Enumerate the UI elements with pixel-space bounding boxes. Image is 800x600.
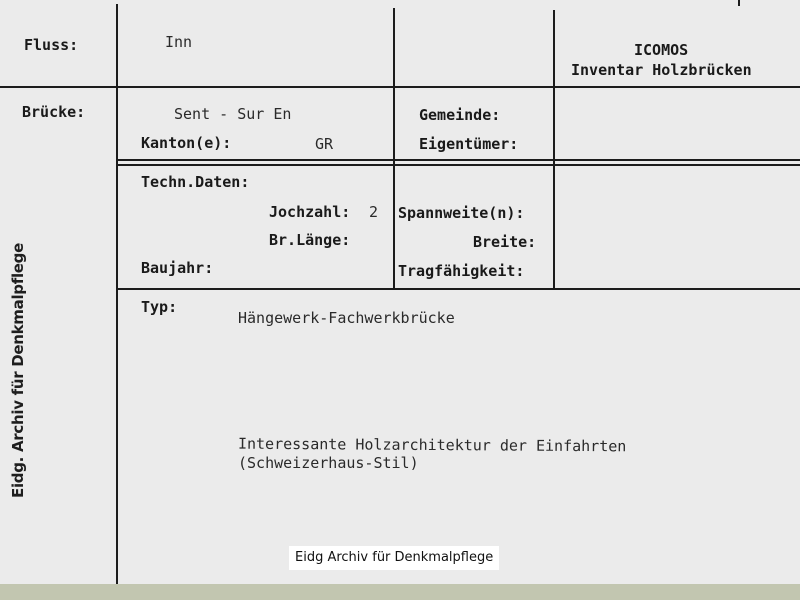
techn-daten-heading: Techn.Daten:	[141, 173, 250, 191]
org-name: ICOMOS	[634, 41, 689, 59]
jochzahl-value: 2	[369, 203, 379, 221]
spannweite-label: Spannweite(n):	[398, 204, 525, 222]
jochzahl-label: Jochzahl:	[269, 203, 351, 221]
inventory-title: Inventar Holzbrücken	[571, 61, 752, 79]
kanton-value: GR	[315, 135, 334, 153]
fluss-value: Inn	[165, 33, 193, 51]
laenge-label: Br.Länge:	[269, 231, 351, 249]
bridge-name: Sent - Sur En	[174, 105, 292, 123]
archive-stamp: Eidg. Archiv für Denkmalpflege	[9, 243, 27, 498]
type-note-line-2: (Schweizerhaus-Stil)	[238, 454, 419, 472]
kanton-label: Kanton(e):	[141, 134, 232, 152]
horizontal-rule-double-b	[116, 164, 800, 166]
typ-value: Hängewerk-Fachwerkbrücke	[238, 309, 455, 327]
corner-tick-mark	[738, 0, 740, 6]
vertical-rule-left	[116, 4, 118, 584]
typ-label: Typ:	[141, 298, 178, 316]
eigentuemer-label: Eigentümer:	[419, 135, 519, 153]
tragfaehigkeit-label: Tragfähigkeit:	[398, 262, 525, 280]
gemeinde-label: Gemeinde:	[419, 106, 501, 124]
image-caption: Eidg Archiv für Denkmalpflege	[289, 546, 499, 570]
horizontal-rule-double-a	[116, 159, 800, 161]
vertical-rule-middle	[393, 8, 395, 290]
background-strip	[0, 584, 800, 600]
fluss-label: Fluss:	[24, 36, 79, 54]
breite-label: Breite:	[473, 233, 537, 251]
vertical-rule-right	[553, 10, 555, 290]
baujahr-label: Baujahr:	[141, 259, 214, 277]
bruecke-label: Brücke:	[22, 103, 86, 121]
type-note-line-1: Interessante Holzarchitektur der Einfahrten	[237, 434, 627, 456]
horizontal-rule-type	[116, 288, 800, 290]
horizontal-rule-top	[0, 86, 800, 88]
